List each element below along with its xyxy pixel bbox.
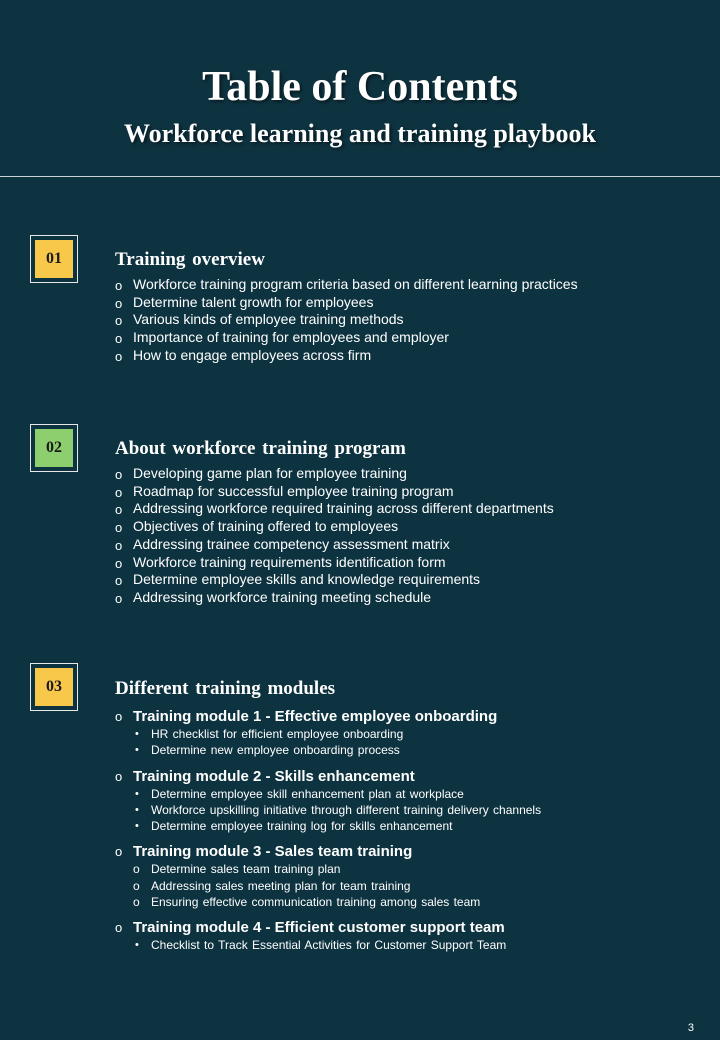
- list-item: o Roadmap for successful employee training program: [115, 483, 700, 501]
- page-number: 3: [687, 1022, 694, 1034]
- list-item: o Addressing trainee competency assessment matrix: [115, 536, 700, 554]
- list-item: o Addressing workforce required training across different departments: [115, 500, 700, 518]
- list-item: o Importance of training for employees and employer: [115, 329, 700, 347]
- sub-list-item: o Determine sales team training plan: [133, 861, 700, 877]
- module-item: [115, 707, 700, 759]
- list-item: o Addressing workforce training meeting schedule: [115, 589, 700, 607]
- list-item: o Determine talent growth for employees: [115, 294, 700, 312]
- module-sub-list: [133, 726, 700, 759]
- list-item: o Determine employee skills and knowledge requirements: [115, 571, 700, 589]
- list-item: o How to engage employees across firm: [115, 347, 700, 365]
- sub-list-item: • Workforce upskilling initiative through different training delivery channels: [133, 802, 700, 818]
- section-training-modules: [115, 677, 700, 962]
- section-training-overview: [115, 248, 700, 365]
- header-divider: [0, 176, 720, 177]
- section-number-badge-02: [30, 424, 78, 472]
- section-number-badge-03: [30, 663, 78, 711]
- module-list: [115, 707, 700, 954]
- module-sub-list: [133, 861, 700, 910]
- module-item: [115, 918, 700, 953]
- list-item: o Workforce training requirements identification form: [115, 554, 700, 572]
- module-sub-list: [133, 937, 700, 953]
- section-number: 03: [35, 668, 73, 706]
- section-title: About workforce training program: [115, 438, 406, 459]
- sub-list-item: • Checklist to Track Essential Activities for Customer Support Team: [133, 937, 700, 953]
- sub-list-item: o Ensuring effective communication training among sales team: [133, 894, 700, 910]
- section-number: 01: [35, 240, 73, 278]
- list-item: o Objectives of training offered to employees: [115, 518, 700, 536]
- module-item: [115, 842, 700, 910]
- section-number-badge-01: [30, 235, 78, 283]
- module-title: o Training module 1 - Effective employee onboarding: [133, 708, 498, 725]
- section-item-list: [115, 465, 700, 607]
- module-sub-list: [133, 786, 700, 835]
- module-item: [115, 767, 700, 835]
- sub-list-item: • HR checklist for efficient employee onboarding: [133, 726, 700, 742]
- sub-list-item: • Determine employee skill enhancement plan at workplace: [133, 786, 700, 802]
- page-subtitle: Workforce learning and training playbook: [124, 119, 596, 148]
- page-title: Table of Contents: [202, 64, 518, 110]
- list-item: o Developing game plan for employee training: [115, 465, 700, 483]
- sub-list-item: • Determine new employee onboarding process: [133, 742, 700, 758]
- module-title: o Training module 2 - Skills enhancement: [133, 767, 415, 785]
- section-item-list: [115, 276, 700, 365]
- module-title: o Training module 4 - Efficient customer support team: [133, 919, 505, 937]
- section-title: Training overview: [115, 249, 265, 270]
- list-item: o Workforce training program criteria based on different learning practices: [115, 276, 700, 294]
- section-number: 02: [35, 429, 73, 467]
- section-about-program: [115, 437, 700, 607]
- sub-list-item: • Determine employee training log for skills enhancement: [133, 818, 700, 834]
- sub-list-item: o Addressing sales meeting plan for team training: [133, 878, 700, 894]
- module-title: o Training module 3 - Sales team training: [133, 843, 413, 861]
- section-title: Different training modules: [115, 678, 336, 699]
- list-item: o Various kinds of employee training methods: [115, 311, 700, 329]
